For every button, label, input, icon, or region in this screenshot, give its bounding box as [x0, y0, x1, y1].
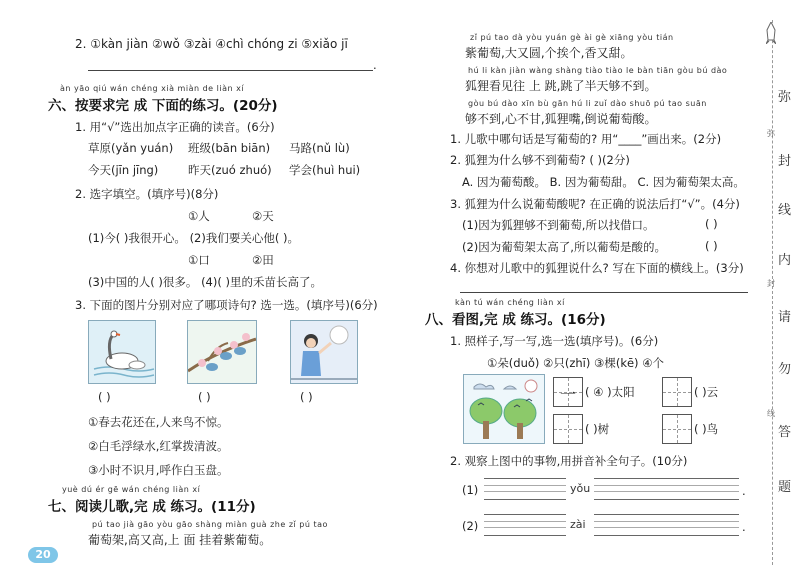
s6-q1-c[interactable]: 马路(nǔ lù) — [289, 141, 350, 155]
song-line-2: 紫葡萄,大又圆,个挨个,香又甜。 — [465, 46, 633, 60]
s6-q1-f[interactable]: 学会(huì hui) — [289, 163, 361, 177]
song1-pinyin: pú tao jià gāo yòu gāo shàng miàn guà zhe zǐ pú tao — [92, 520, 328, 529]
s6-q1-a[interactable]: 草原(yǎn yuán) — [88, 141, 174, 155]
page-number: 20 — [28, 547, 58, 563]
section-8-title: 八、看图,完 成 练习。(16分) — [425, 312, 606, 328]
s8-q2-2-mid: zài — [570, 518, 586, 531]
poem-2: ②白毛浮绿水,红掌拨清波。 — [88, 439, 229, 453]
binding-char-2: 封 — [778, 154, 792, 169]
s6-q2-opt-tian: ②天 — [252, 209, 274, 223]
s6-q2-opt-ren: ①人 — [188, 209, 210, 223]
sec6-pinyin: àn yāo qiú wán chéng xià miàn de liàn xí — [60, 84, 245, 93]
rocket-icon — [766, 22, 776, 44]
r-q3-a: (1)因为狐狸够不到葡萄,所以找借口。 — [462, 218, 655, 232]
s6-q2-opt-kou: ①口 — [188, 253, 210, 267]
binding-small-3: 线 — [767, 409, 775, 418]
binding-char-7: 答 — [778, 425, 792, 440]
s8-q2-2-label: (2) — [462, 519, 479, 533]
cloud-answer[interactable]: ( )云 — [694, 385, 719, 399]
binding-char-5: 请 — [778, 310, 792, 325]
pic2-answer[interactable]: ( ) — [198, 390, 211, 404]
pic1-answer[interactable]: ( ) — [98, 390, 111, 404]
s6-q2-opt-tian2: ②田 — [252, 253, 274, 267]
grid-char: 一 — [559, 385, 576, 404]
r-q4-answer-line[interactable] — [460, 292, 748, 293]
bird-answer[interactable]: ( )鸟 — [694, 422, 719, 436]
binding-small-2: 封 — [767, 279, 775, 288]
s8-q2-1-mid: yǒu — [570, 482, 591, 495]
dot: . — [373, 58, 377, 72]
r-q2-options[interactable]: A. 因为葡萄酸。 B. 因为葡萄甜。 C. 因为葡萄架太高。 — [462, 175, 745, 189]
s8-q1-options: ①朵(duǒ) ②只(zhī) ③棵(kē) ④个 — [487, 356, 665, 370]
sun-answer: ( ④ )太阳 — [585, 385, 635, 399]
s6-q2-line1[interactable]: (1)今( )我很开心。 (2)我们要关心他( )。 — [88, 231, 299, 245]
binding-char-1: 弥 — [778, 90, 792, 105]
s8-q2-1-dot: . — [742, 484, 746, 498]
s6-q3: 3. 下面的图片分别对应了哪项诗句? 选一选。(填序号)(6分) — [75, 298, 378, 312]
song-line-4: 够不到,心不甘,狐狸嘴,倒说葡萄酸。 — [465, 112, 657, 126]
binding-char-4: 内 — [778, 253, 792, 268]
r-q3-a-answer[interactable]: ( ) — [705, 217, 718, 231]
goose-picture — [88, 320, 156, 384]
section-6-title: 六、按要求完 成 下面的练习。(20分) — [48, 98, 278, 114]
s6-q1-d[interactable]: 今天(jīn jīng) — [88, 163, 159, 177]
s8-q2-2-blank-b[interactable] — [594, 514, 739, 536]
song4-pinyin: gòu bú dào xīn bù gān hú li zuǐ dào shuō pú tao suān — [468, 99, 707, 108]
sec8-pinyin: kàn tú wán chéng liàn xí — [455, 298, 565, 307]
s6-q2-line2[interactable]: (3)中国的人( )很多。 (4)( )里的禾苗长高了。 — [88, 275, 322, 289]
s6-q1-b[interactable]: 班级(bān biān) — [188, 141, 271, 155]
q2-pinyin-line: 2. ①kàn jiàn ②wǒ ③zài ④chì chóng zi ⑤xiǎo jī — [75, 37, 348, 51]
grid-box-tree[interactable] — [553, 414, 583, 444]
s8-q2-2-dot: . — [742, 520, 746, 534]
binding-small-1: 弥 — [767, 129, 775, 138]
binding-char-8: 题 — [778, 480, 792, 495]
section-7-title: 七、阅读儿歌,完 成 练习。(11分) — [48, 499, 256, 515]
s8-q2: 2. 观察上图中的事物,用拼音补全句子。(10分) — [450, 454, 688, 468]
sec7-pinyin: yuè dú ér gē wán chéng liàn xí — [62, 485, 201, 494]
answer-line — [88, 70, 373, 71]
song2-pinyin: zǐ pú tao dà yòu yuán gè ài gè xiāng yòu tián — [470, 33, 674, 42]
grid-box-cloud[interactable] — [662, 377, 692, 407]
binding-char-6: 勿 — [778, 362, 792, 377]
poem-1: ①春去花还在,人来鸟不惊。 — [88, 415, 229, 429]
birds-flowers-picture — [187, 320, 257, 384]
tree-answer[interactable]: ( )树 — [585, 422, 610, 436]
song3-pinyin: hú li kàn jiàn wàng shàng tiào tiào le bàn tiān gòu bú dào — [468, 66, 728, 75]
binding-dashed-line — [772, 20, 773, 565]
r-q3-b-answer[interactable]: ( ) — [705, 239, 718, 253]
s8-q1: 1. 照样子,写一写,选一选(填序号)。(6分) — [450, 334, 659, 348]
child-moon-picture — [290, 320, 358, 384]
binding-char-3: 线 — [778, 203, 792, 218]
s8-q2-1-blank-a[interactable] — [484, 478, 566, 500]
r-q2: 2. 狐狸为什么够不到葡萄? ( )(2分) — [450, 153, 630, 167]
song-line-3: 狐狸看见往 上 跳,跳了半天够不到。 — [465, 79, 657, 93]
poem-3: ③小时不识月,呼作白玉盘。 — [88, 463, 229, 477]
s8-q2-1-label: (1) — [462, 483, 479, 497]
r-q3: 3. 狐狸为什么说葡萄酸呢? 在正确的说法后打“√”。(4分) — [450, 197, 740, 211]
grid-box-sun — [553, 377, 583, 407]
s8-q2-2-blank-a[interactable] — [484, 514, 566, 536]
r-q3-b: (2)因为葡萄架太高了,所以葡萄是酸的。 — [462, 240, 666, 254]
scene-picture — [463, 374, 545, 444]
song-line-1: 葡萄架,高又高,上 面 挂着紫葡萄。 — [88, 533, 272, 547]
r-q1: 1. 儿歌中哪句话是写葡萄的? 用“____”画出来。(2分) — [450, 132, 722, 146]
s6-q1-e[interactable]: 昨天(zuó zhuó) — [188, 163, 272, 177]
s6-q1: 1. 用“√”选出加点字正确的读音。(6分) — [75, 120, 275, 134]
s8-q2-1-blank-b[interactable] — [594, 478, 739, 500]
s6-q2: 2. 选字填空。(填序号)(8分) — [75, 187, 219, 201]
r-q4: 4. 你想对儿歌中的狐狸说什么? 写在下面的横线上。(3分) — [450, 261, 744, 275]
pic3-answer[interactable]: ( ) — [300, 390, 313, 404]
grid-box-bird[interactable] — [662, 414, 692, 444]
